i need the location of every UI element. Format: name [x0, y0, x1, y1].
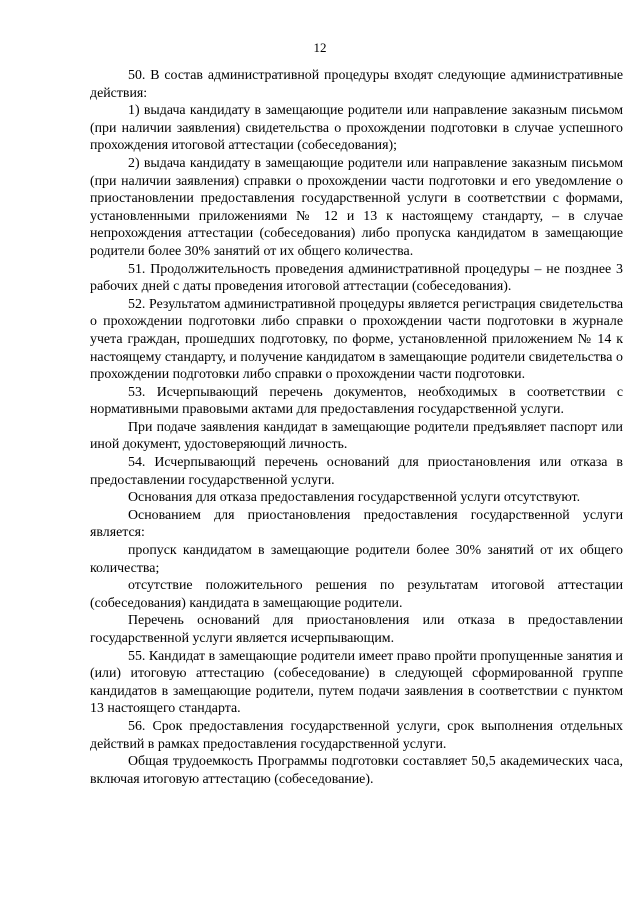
paragraph-56-text: Общая трудоемкость Программы подготовки составляет 50,5 академических часа, включая итоговую аттестацию (собеседование). — [90, 754, 623, 787]
paragraph-50: 50. В состав административной процедуры входят следующие административные действия: — [90, 68, 623, 101]
paragraph-54-exhaustive: Перечень оснований для приостановления или отказа в предоставлении государственной услуги является исчерпывающим. — [90, 613, 623, 646]
paragraph-53-text: При подаче заявления кандидат в замещающие родители предъявляет паспорт или иной документ, удостоверяющий личность. — [90, 419, 623, 453]
paragraph-54-item-negative: отсутствие положительного решения по результатам итоговой аттестации (собеседования) кандидата в замещающие родители. — [90, 578, 623, 611]
paragraph-54-suspension: Основанием для приостановления предоставления государственной услуги является: — [90, 507, 623, 541]
paragraph-54-refusal: Основания для отказа предоставления государственной услуги отсутствуют. — [128, 490, 581, 506]
document-body — [90, 67, 623, 788]
paragraph-50-item-1: 1) выдача кандидату в замещающие родители или направление заказным письмом (при наличии заявления) свидетельства о прохождении подготовки в случае успешного прохождения итоговой аттестации (собеседования); — [90, 103, 623, 154]
paragraph-54-item-absence: пропуск кандидатом в замещающие родители более 30% занятий от их общего количества; — [90, 543, 623, 576]
paragraph-55: 55. Кандидат в замещающие родители имеет право пройти пропущенные занятия и (или) итоговую аттестацию (собеседование) в следующей сформированной группе кандидатов в замещающие родители, путем подачи заявления в соответствии с пунктом 13 настоящего стандарта. — [90, 648, 623, 717]
paragraph-52: 52. Результатом административной процедуры является регистрация свидетельства о прохождении подготовки либо справки о прохождении части подготовки в журнале учета граждан, прошедших подготовку, по форме, установленной приложением № 14 к настоящему стандарту, и получение кандидатом в замещающие родители свидетельства о прохождении подготовки либо справки о прохождении части подготовки. — [90, 296, 623, 383]
paragraph-54: 54. Исчерпывающий перечень оснований для приостановления или отказа в предоставлении государственной услуги. — [90, 455, 623, 488]
paragraph-53: 53. Исчерпывающий перечень документов, необходимых в соответствии с нормативными правовыми актами для предоставления государственной услуги. — [90, 384, 623, 418]
paragraph-50-item-2: 2) выдача кандидату в замещающие родители или направление заказным письмом (при наличии заявления) справки о прохождении части подготовки и его уведомление о приостановлении предоставления государственной услуги в соответствии с формами, установленными приложениями № 12 и 13 к настоящему стандарту, – в случае непрохождения аттестации (собеседования) либо пропуска кандидатом в замещающие родители более 30% занятий от их общего количества. — [90, 155, 623, 259]
paragraph-51: 51. Продолжительность проведения административной процедуры – не позднее 3 рабочих дней с даты проведения итоговой аттестации (собеседования). — [90, 261, 623, 295]
page-number: 12 — [313, 40, 327, 55]
paragraph-56: 56. Срок предоставления государственной услуги, срок выполнения отдельных действий в рамках предоставления государственной услуги. — [90, 718, 623, 752]
